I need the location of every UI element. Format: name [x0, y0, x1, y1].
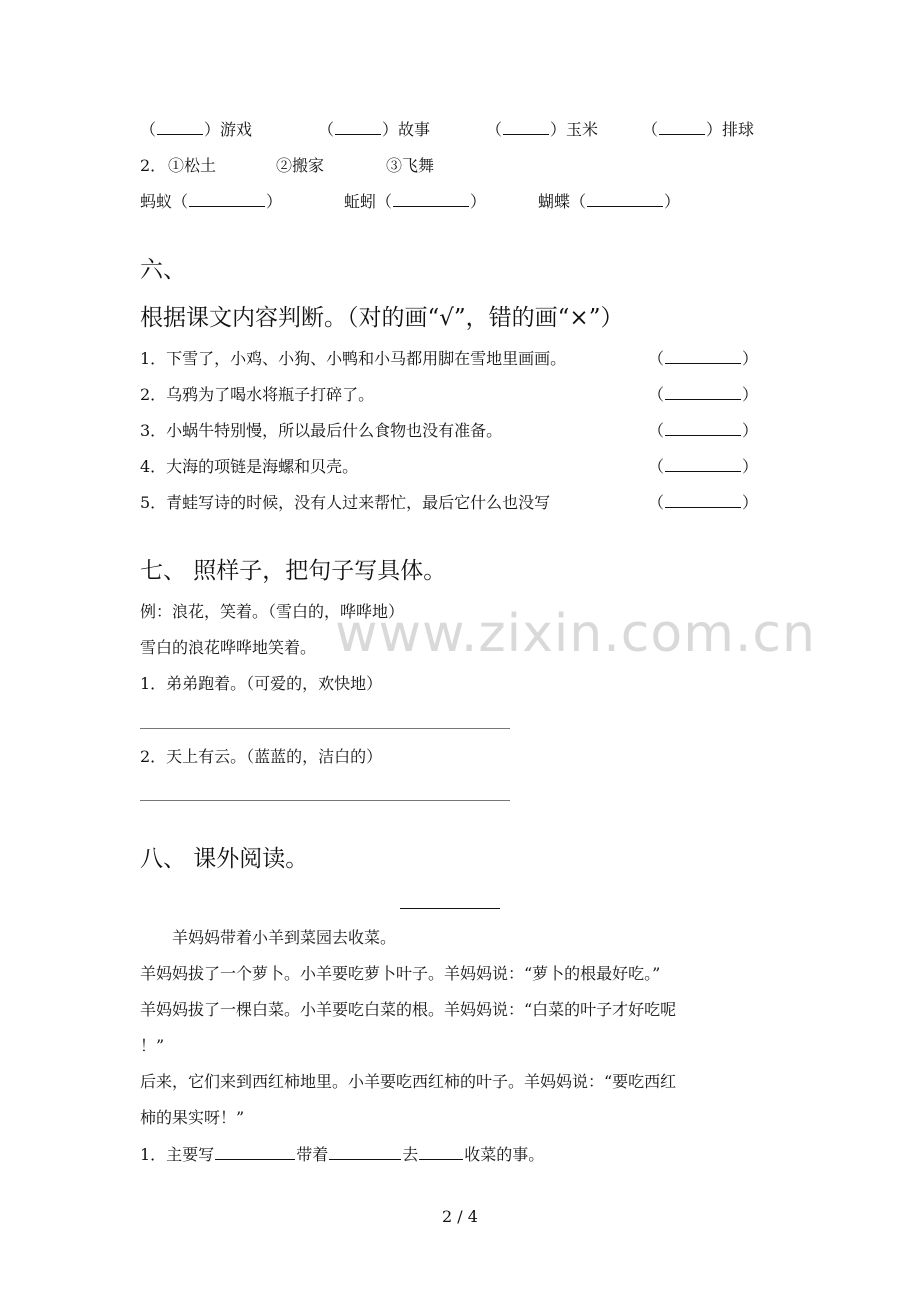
answer-blank[interactable] — [393, 192, 469, 207]
judge-answer-5[interactable]: （ ） — [648, 493, 759, 512]
watermark: www.zixin.com.cn — [335, 604, 816, 664]
match-item-2: 蚯蚓（ ） — [344, 192, 487, 211]
match-item-label: 蚯蚓 — [344, 192, 377, 211]
section-7-heading: 七、 照样子，把句子写具体。 — [140, 558, 447, 584]
question-text: 带着 — [296, 1145, 329, 1164]
match-item-label: 蚂蚁 — [140, 192, 173, 211]
question-2-number: 2． — [140, 156, 167, 175]
passage-paragraph-4-cont: 柿的果实呀！” — [140, 1108, 245, 1127]
answer-line-2[interactable] — [140, 800, 510, 801]
judge-item-5: 5．青蛙写诗的时候，没有人过来帮忙，最后它什么也没写 — [140, 493, 551, 512]
page-number: 2 / 4 — [442, 1207, 478, 1226]
match-item-label: 蝴蝶 — [538, 192, 571, 211]
judge-item-3: 3．小蜗牛特别慢，所以最后什么食物也没有准备。 — [140, 421, 503, 440]
answer-blank[interactable] — [189, 192, 265, 207]
example-answer: 雪白的浪花哗哗地笑着。 — [140, 638, 317, 657]
rewrite-question-1: 1．弟弟跑着。（可爱的，欢快地） — [140, 674, 383, 693]
judge-answer-4[interactable]: （ ） — [648, 457, 759, 476]
answer-blank[interactable] — [659, 120, 705, 135]
match-item-1: 蚂蚁（ ） — [140, 192, 283, 211]
judge-item-2: 2．乌鸦为了喝水将瓶子打碎了。 — [140, 385, 375, 404]
section-8-heading: 八、 课外阅读。 — [140, 846, 309, 872]
answer-blank[interactable] — [503, 120, 549, 135]
fill-item-label: 故事 — [398, 120, 431, 139]
answer-blank[interactable] — [157, 120, 203, 135]
fill-item-label: 玉米 — [566, 120, 599, 139]
question-text: 去 — [402, 1145, 419, 1164]
option-3: ③飞舞 — [386, 156, 435, 175]
option-2: ②搬家 — [276, 156, 325, 175]
judge-answer-1[interactable]: （ ） — [648, 349, 759, 368]
answer-line-1[interactable] — [140, 728, 510, 729]
section-6-instruction: 根据课文内容判断。（对的画“√”，错的画“×”） — [140, 305, 624, 331]
section-6-heading: 六、 — [140, 257, 186, 283]
passage-paragraph-1: 羊妈妈带着小羊到菜园去收菜。 — [172, 928, 397, 947]
answer-blank[interactable] — [335, 120, 381, 135]
fill-item-4: （ ）排球 — [642, 120, 755, 139]
answer-blank[interactable] — [215, 1145, 295, 1160]
question-text: 收菜的事。 — [464, 1145, 545, 1164]
answer-blank[interactable] — [419, 1145, 463, 1160]
passage-paragraph-2: 羊妈妈拔了一个萝卜。小羊要吃萝卜叶子。羊妈妈说：“萝卜的根最好吃。” — [140, 964, 661, 983]
judge-item-1: 1．下雪了，小鸡、小狗、小鸭和小马都用脚在雪地里画画。 — [140, 349, 567, 368]
passage-paragraph-3-cont: ！” — [140, 1036, 165, 1055]
option-1: ①松土 — [168, 156, 217, 175]
judge-answer-2[interactable]: （ ） — [648, 385, 759, 404]
reading-question-1 — [140, 1145, 544, 1165]
fill-item-label: 排球 — [722, 120, 755, 139]
judge-answer-3[interactable]: （ ） — [648, 421, 759, 440]
passage-title-blank[interactable] — [400, 908, 500, 909]
fill-item-1: （ ）游戏 — [140, 120, 253, 139]
fill-item-2: （ ）故事 — [318, 120, 431, 139]
example-sentence: 例：浪花，笑着。（雪白的，哗哗地） — [140, 602, 405, 621]
judge-item-4: 4．大海的项链是海螺和贝壳。 — [140, 457, 359, 476]
fill-item-label: 游戏 — [220, 120, 253, 139]
answer-blank[interactable] — [587, 192, 663, 207]
fill-item-3: （ ）玉米 — [486, 120, 599, 139]
passage-paragraph-3: 羊妈妈拔了一棵白菜。小羊要吃白菜的根。羊妈妈说：“白菜的叶子才好吃呢 — [140, 1000, 677, 1019]
passage-paragraph-4: 后来，它们来到西红柿地里。小羊要吃西红柿的叶子。羊妈妈说：“要吃西红 — [140, 1072, 677, 1091]
rewrite-question-2: 2．天上有云。（蓝蓝的，洁白的） — [140, 747, 383, 766]
match-item-3: 蝴蝶（ ） — [538, 192, 681, 211]
question-text: 1．主要写 — [140, 1145, 215, 1164]
answer-blank[interactable] — [329, 1145, 401, 1160]
